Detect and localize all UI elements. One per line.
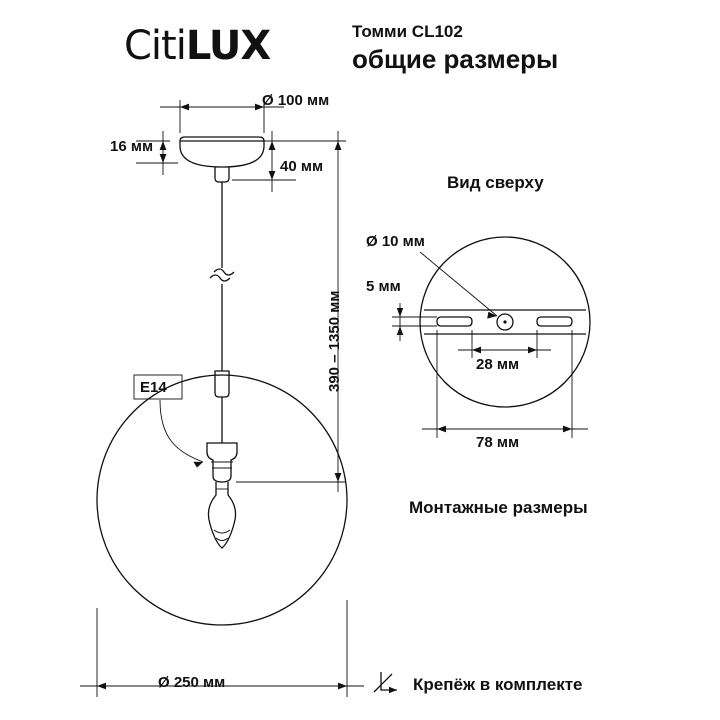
dim-globe-diameter: Ø 250 мм bbox=[158, 674, 226, 691]
dim-canopy-offset: 40 мм bbox=[280, 158, 324, 175]
dim-hole-diameter: Ø 10 мм bbox=[366, 233, 425, 250]
dim-slot-width: 5 мм bbox=[366, 278, 401, 295]
top-view-title: Вид сверху bbox=[447, 173, 544, 192]
label-socket-e14: E14 bbox=[140, 379, 167, 396]
mounting-bracket-icon bbox=[374, 672, 397, 693]
dim-hole-spacing: 28 мм bbox=[476, 356, 520, 373]
dim-plate-width: 78 мм bbox=[476, 434, 520, 451]
top-view-caption: Монтажные размеры bbox=[409, 498, 588, 517]
brand-logo-citi: Citi bbox=[124, 23, 186, 69]
product-model: Томми CL102 bbox=[352, 22, 463, 41]
dim-canopy-height: 16 мм bbox=[110, 138, 154, 155]
brand-logo-lux: LUX bbox=[185, 23, 271, 69]
footer-mounting-note: Крепёж в комплекте bbox=[413, 675, 583, 694]
dim-cord-length: 390 – 1350 мм bbox=[326, 290, 343, 392]
page-subtitle: общие размеры bbox=[352, 44, 559, 74]
dim-canopy-diameter: Ø 100 мм bbox=[262, 92, 330, 109]
